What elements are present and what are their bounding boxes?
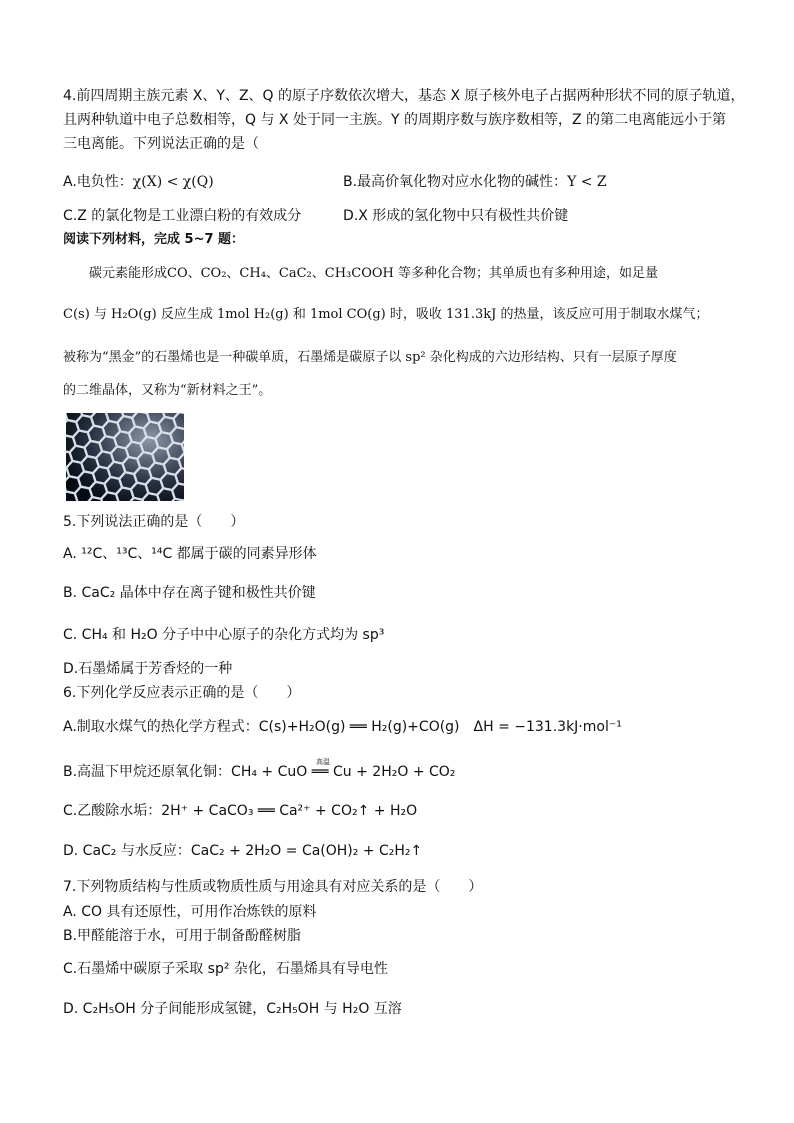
q4-option-a xyxy=(63,172,214,192)
q5-option-a: A. ¹²C、¹³C、¹⁴C 都属于碳的同素异形体 xyxy=(63,546,317,562)
reading-paragraph-line-4: 的二维晶体，又称为“新材料之王”。 xyxy=(63,383,272,398)
q4-option-b xyxy=(343,172,607,192)
q4-option-a-formula: χ(X) < χ(Q) xyxy=(132,174,214,190)
q6-option-a: A.制取水煤气的热化学方程式：C(s)+H₂O(g) ══ H₂(g)+CO(g) ΔH = −131.3kJ·mol⁻¹ xyxy=(63,719,622,735)
q4-option-d: D.X 形成的氢化物中只有极性共价键 xyxy=(343,208,569,224)
q6-option-b-condition: 高温 xyxy=(316,758,330,766)
q5-option-c: C. CH₄ 和 H₂O 分子中中心原子的杂化方式均为 sp³ xyxy=(63,627,385,643)
q5-stem: 5.下列说法正确的是（ ） xyxy=(63,514,245,530)
reading-paragraph-line-2: C(s) 与 H₂O(g) 反应生成 1mol H₂(g) 和 1mol CO(g) 时，吸收 131.3kJ 的热量，该反应可用于制取水煤气； xyxy=(63,307,709,322)
q4-stem-line-3: 三电离能。下列说法正确的是（ xyxy=(63,136,259,152)
q6-option-b-text: B.高温下甲烷还原氧化铜：CH₄ + CuO ══ Cu + 2H₂O + CO₂ xyxy=(63,764,456,780)
q6-option-d: D. CaC₂ 与水反应：CaC₂ + 2H₂O = Ca(OH)₂ + C₂H₂↑ xyxy=(63,843,423,859)
q4-option-a-label: A.电负性： xyxy=(63,174,133,190)
reading-paragraph-line-3: 被称为“黑金”的石墨烯也是一种碳单质，石墨烯是碳原子以 sp² 杂化构成的六边形结构、只有一层原子厚度 xyxy=(63,350,677,365)
q4-stem-line-1: 4.前四周期主族元素 X、Y、Z、Q 的原子序数依次增大，基态 X 原子核外电子占据两种形状不同的原子轨道， xyxy=(63,88,745,104)
graphene-image xyxy=(66,413,184,501)
q7-option-a: A. CO 具有还原性，可用作冶炼铁的原料 xyxy=(63,904,317,920)
q4-stem-line-2: 且两种轨道中电子总数相等，Q 与 X 处于同一主族。Y 的周期序数与族序数相等，Z 的第二电离能远小于第 xyxy=(63,112,727,128)
q7-option-d: D. C₂H₅OH 分子间能形成氢键，C₂H₅OH 与 H₂O 互溶 xyxy=(63,1001,402,1017)
q6-option-c: C.乙酸除水垢：2H⁺ + CaCO₃ ══ Ca²⁺ + CO₂↑ + H₂O xyxy=(63,803,418,819)
q6-option-b xyxy=(63,758,456,782)
q7-option-c: C.石墨烯中碳原子采取 sp² 杂化，石墨烯具有导电性 xyxy=(63,961,388,977)
q5-option-b: B. CaC₂ 晶体中存在离子键和极性共价键 xyxy=(63,585,316,601)
q5-option-d: D.石墨烯属于芳香烃的一种 xyxy=(63,661,233,677)
q4-option-b-label: B.最高价氧化物对应水化物的碱性： xyxy=(343,174,568,190)
reading-header: 阅读下列材料，完成 5~7 题： xyxy=(63,232,245,247)
q4-option-c: C.Z 的氯化物是工业漂白粉的有效成分 xyxy=(63,208,302,224)
q6-stem: 6.下列化学反应表示正确的是（ ） xyxy=(63,685,301,701)
q7-stem: 7.下列物质结构与性质或物质性质与用途具有对应关系的是（ ） xyxy=(63,879,483,895)
reading-paragraph-line-1: 碳元素能形成CO、CO₂、CH₄、CaC₂、CH₃COOH 等多种化合物；其单质也有多种用途，如足量 xyxy=(89,266,658,281)
q4-option-b-formula: Y < Z xyxy=(567,174,607,190)
q7-option-b: B.甲醛能溶于水，可用于制备酚醛树脂 xyxy=(63,928,302,944)
